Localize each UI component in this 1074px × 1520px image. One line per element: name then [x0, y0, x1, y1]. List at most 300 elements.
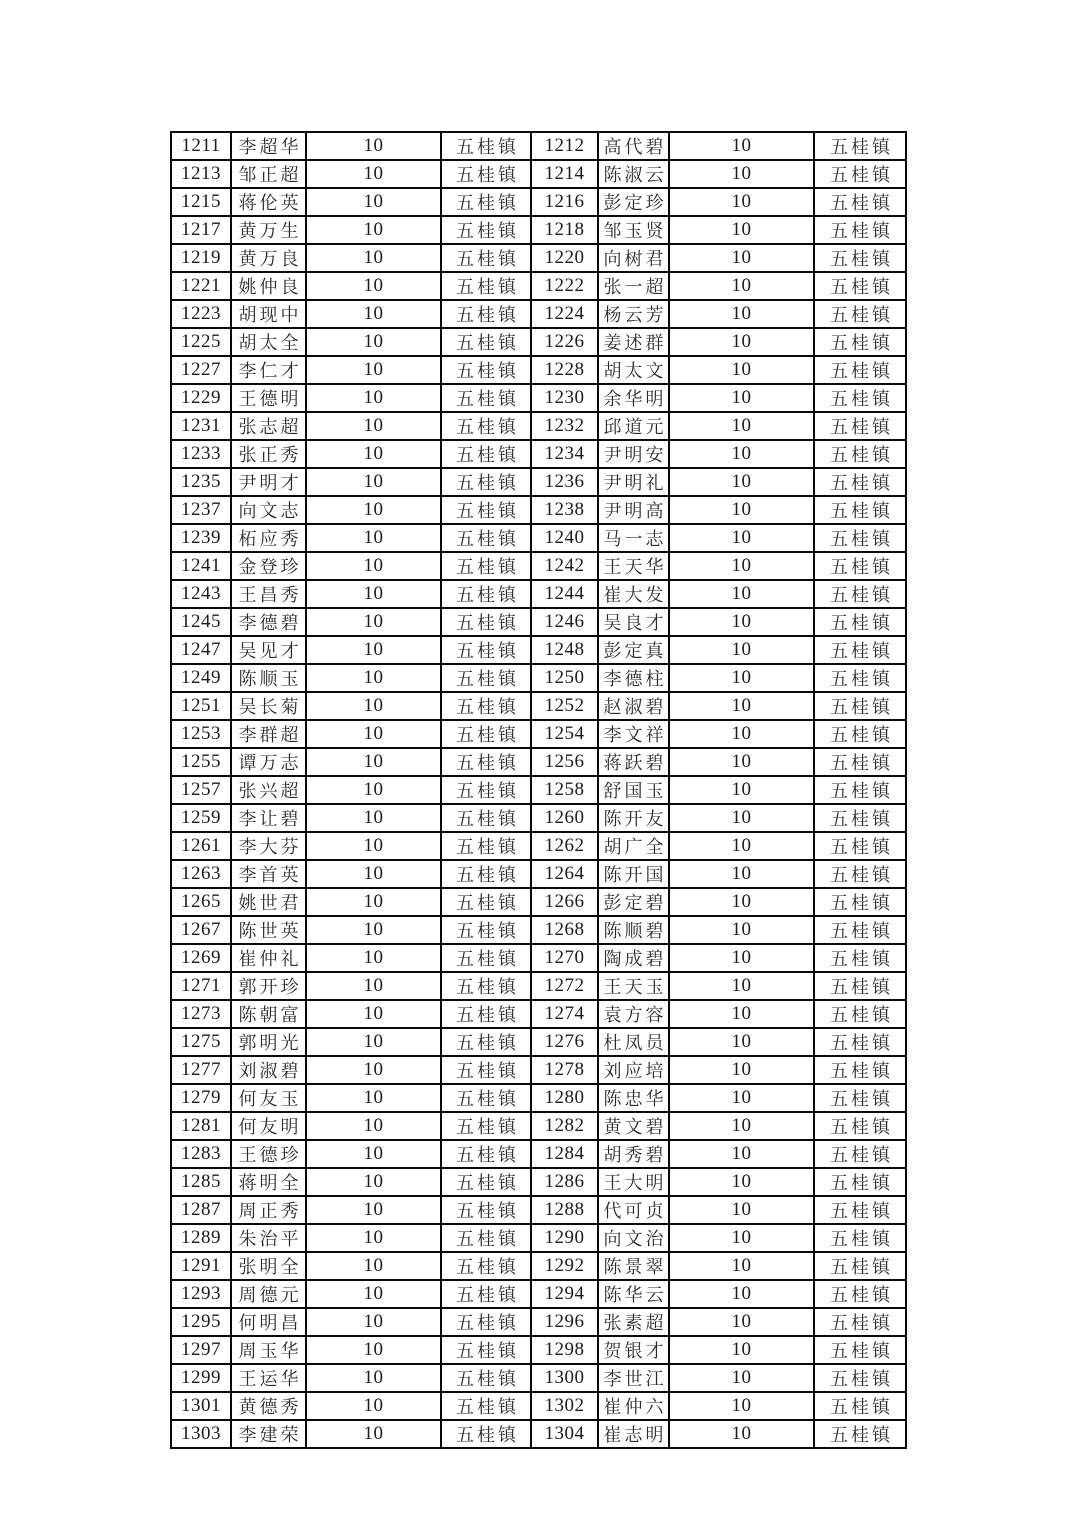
right-points-cell: 10 — [669, 1084, 814, 1112]
left-points-cell: 10 — [306, 552, 441, 580]
left-town-cell: 五桂镇 — [441, 972, 531, 1000]
right-points-cell: 10 — [669, 804, 814, 832]
table-row — [171, 748, 906, 776]
left-name-cell: 张明全 — [231, 1252, 306, 1280]
right-id-cell: 1282 — [531, 1112, 598, 1140]
right-points-cell: 10 — [669, 1280, 814, 1308]
right-id-cell: 1252 — [531, 692, 598, 720]
left-id-cell: 1289 — [171, 1224, 231, 1252]
left-name-cell: 李让碧 — [231, 804, 306, 832]
left-town-cell: 五桂镇 — [441, 664, 531, 692]
right-points-cell: 10 — [669, 692, 814, 720]
right-town-cell: 五桂镇 — [814, 1224, 906, 1252]
right-id-cell: 1284 — [531, 1140, 598, 1168]
table-row — [171, 440, 906, 468]
right-id-cell: 1240 — [531, 524, 598, 552]
right-id-cell: 1238 — [531, 496, 598, 524]
table-row — [171, 1056, 906, 1084]
right-points-cell: 10 — [669, 496, 814, 524]
left-points-cell: 10 — [306, 804, 441, 832]
right-town-cell: 五桂镇 — [814, 664, 906, 692]
left-points-cell: 10 — [306, 524, 441, 552]
left-id-cell: 1277 — [171, 1056, 231, 1084]
right-points-cell: 10 — [669, 1196, 814, 1224]
right-points-cell: 10 — [669, 1420, 814, 1448]
right-points-cell: 10 — [669, 468, 814, 496]
right-id-cell: 1248 — [531, 636, 598, 664]
left-name-cell: 黄德秀 — [231, 1392, 306, 1420]
left-id-cell: 1249 — [171, 664, 231, 692]
right-id-cell: 1214 — [531, 160, 598, 188]
table-row — [171, 356, 906, 384]
left-points-cell: 10 — [306, 216, 441, 244]
right-town-cell: 五桂镇 — [814, 1196, 906, 1224]
right-points-cell: 10 — [669, 776, 814, 804]
left-name-cell: 李大芬 — [231, 832, 306, 860]
left-name-cell: 胡太全 — [231, 328, 306, 356]
right-name-cell: 贺银才 — [598, 1336, 669, 1364]
right-id-cell: 1278 — [531, 1056, 598, 1084]
left-points-cell: 10 — [306, 916, 441, 944]
right-id-cell: 1290 — [531, 1224, 598, 1252]
right-name-cell: 彭定珍 — [598, 188, 669, 216]
right-name-cell: 陈淑云 — [598, 160, 669, 188]
right-id-cell: 1254 — [531, 720, 598, 748]
left-name-cell: 周德元 — [231, 1280, 306, 1308]
left-points-cell: 10 — [306, 1112, 441, 1140]
left-points-cell: 10 — [306, 636, 441, 664]
left-town-cell: 五桂镇 — [441, 1224, 531, 1252]
left-town-cell: 五桂镇 — [441, 356, 531, 384]
right-id-cell: 1300 — [531, 1364, 598, 1392]
left-name-cell: 陈顺玉 — [231, 664, 306, 692]
right-id-cell: 1222 — [531, 272, 598, 300]
left-town-cell: 五桂镇 — [441, 1336, 531, 1364]
table-row — [171, 244, 906, 272]
right-id-cell: 1258 — [531, 776, 598, 804]
left-points-cell: 10 — [306, 188, 441, 216]
table-row — [171, 160, 906, 188]
left-town-cell: 五桂镇 — [441, 244, 531, 272]
left-id-cell: 1295 — [171, 1308, 231, 1336]
left-id-cell: 1285 — [171, 1168, 231, 1196]
right-town-cell: 五桂镇 — [814, 552, 906, 580]
right-town-cell: 五桂镇 — [814, 720, 906, 748]
right-town-cell: 五桂镇 — [814, 328, 906, 356]
left-points-cell: 10 — [306, 328, 441, 356]
left-town-cell: 五桂镇 — [441, 300, 531, 328]
left-town-cell: 五桂镇 — [441, 860, 531, 888]
left-id-cell: 1299 — [171, 1364, 231, 1392]
right-points-cell: 10 — [669, 916, 814, 944]
left-id-cell: 1283 — [171, 1140, 231, 1168]
table-row — [171, 188, 906, 216]
right-town-cell: 五桂镇 — [814, 1280, 906, 1308]
left-town-cell: 五桂镇 — [441, 552, 531, 580]
right-id-cell: 1264 — [531, 860, 598, 888]
left-id-cell: 1279 — [171, 1084, 231, 1112]
right-name-cell: 邱道元 — [598, 412, 669, 440]
left-town-cell: 五桂镇 — [441, 328, 531, 356]
left-town-cell: 五桂镇 — [441, 888, 531, 916]
right-id-cell: 1280 — [531, 1084, 598, 1112]
right-town-cell: 五桂镇 — [814, 412, 906, 440]
table-row — [171, 1140, 906, 1168]
right-points-cell: 10 — [669, 748, 814, 776]
right-points-cell: 10 — [669, 1252, 814, 1280]
right-name-cell: 陶成碧 — [598, 944, 669, 972]
right-name-cell: 崔大发 — [598, 580, 669, 608]
left-name-cell: 李群超 — [231, 720, 306, 748]
right-name-cell: 向树君 — [598, 244, 669, 272]
left-name-cell: 胡现中 — [231, 300, 306, 328]
left-id-cell: 1219 — [171, 244, 231, 272]
left-town-cell: 五桂镇 — [441, 1280, 531, 1308]
right-points-cell: 10 — [669, 188, 814, 216]
right-id-cell: 1294 — [531, 1280, 598, 1308]
right-id-cell: 1216 — [531, 188, 598, 216]
left-town-cell: 五桂镇 — [441, 1000, 531, 1028]
left-id-cell: 1215 — [171, 188, 231, 216]
left-points-cell: 10 — [306, 1420, 441, 1448]
left-name-cell: 蒋明全 — [231, 1168, 306, 1196]
left-town-cell: 五桂镇 — [441, 1140, 531, 1168]
left-name-cell: 黄万生 — [231, 216, 306, 244]
left-town-cell: 五桂镇 — [441, 1364, 531, 1392]
right-town-cell: 五桂镇 — [814, 1084, 906, 1112]
left-name-cell: 王运华 — [231, 1364, 306, 1392]
right-name-cell: 陈开国 — [598, 860, 669, 888]
right-id-cell: 1272 — [531, 972, 598, 1000]
table-row — [171, 328, 906, 356]
left-id-cell: 1301 — [171, 1392, 231, 1420]
left-points-cell: 10 — [306, 1224, 441, 1252]
right-points-cell: 10 — [669, 1168, 814, 1196]
table-row — [171, 692, 906, 720]
right-town-cell: 五桂镇 — [814, 1420, 906, 1448]
left-name-cell: 何友明 — [231, 1112, 306, 1140]
right-name-cell: 向文治 — [598, 1224, 669, 1252]
left-points-cell: 10 — [306, 160, 441, 188]
right-name-cell: 马一志 — [598, 524, 669, 552]
right-town-cell: 五桂镇 — [814, 1140, 906, 1168]
table-body — [171, 132, 906, 1448]
right-town-cell: 五桂镇 — [814, 356, 906, 384]
left-town-cell: 五桂镇 — [441, 496, 531, 524]
right-points-cell: 10 — [669, 524, 814, 552]
right-name-cell: 张一超 — [598, 272, 669, 300]
right-name-cell: 杜凤员 — [598, 1028, 669, 1056]
right-id-cell: 1298 — [531, 1336, 598, 1364]
right-name-cell: 尹明安 — [598, 440, 669, 468]
right-town-cell: 五桂镇 — [814, 636, 906, 664]
right-points-cell: 10 — [669, 272, 814, 300]
left-id-cell: 1237 — [171, 496, 231, 524]
left-name-cell: 张兴超 — [231, 776, 306, 804]
right-town-cell: 五桂镇 — [814, 524, 906, 552]
left-name-cell: 周玉华 — [231, 1336, 306, 1364]
left-points-cell: 10 — [306, 972, 441, 1000]
left-name-cell: 柘应秀 — [231, 524, 306, 552]
right-town-cell: 五桂镇 — [814, 1112, 906, 1140]
left-points-cell: 10 — [306, 888, 441, 916]
left-points-cell: 10 — [306, 1000, 441, 1028]
left-town-cell: 五桂镇 — [441, 748, 531, 776]
left-town-cell: 五桂镇 — [441, 1308, 531, 1336]
left-town-cell: 五桂镇 — [441, 160, 531, 188]
right-name-cell: 彭定真 — [598, 636, 669, 664]
left-name-cell: 尹明才 — [231, 468, 306, 496]
right-name-cell: 张素超 — [598, 1308, 669, 1336]
left-points-cell: 10 — [306, 1280, 441, 1308]
right-town-cell: 五桂镇 — [814, 692, 906, 720]
table-row — [171, 636, 906, 664]
left-id-cell: 1211 — [171, 132, 231, 160]
table-row — [171, 1336, 906, 1364]
left-id-cell: 1281 — [171, 1112, 231, 1140]
left-id-cell: 1229 — [171, 384, 231, 412]
left-name-cell: 姚世君 — [231, 888, 306, 916]
left-id-cell: 1293 — [171, 1280, 231, 1308]
left-id-cell: 1239 — [171, 524, 231, 552]
left-town-cell: 五桂镇 — [441, 132, 531, 160]
left-town-cell: 五桂镇 — [441, 412, 531, 440]
table-row — [171, 496, 906, 524]
left-town-cell: 五桂镇 — [441, 636, 531, 664]
right-name-cell: 赵淑碧 — [598, 692, 669, 720]
right-id-cell: 1244 — [531, 580, 598, 608]
left-name-cell: 李首英 — [231, 860, 306, 888]
left-id-cell: 1233 — [171, 440, 231, 468]
table-row — [171, 272, 906, 300]
table-row — [171, 1392, 906, 1420]
left-id-cell: 1297 — [171, 1336, 231, 1364]
left-town-cell: 五桂镇 — [441, 832, 531, 860]
left-id-cell: 1259 — [171, 804, 231, 832]
right-points-cell: 10 — [669, 1308, 814, 1336]
left-points-cell: 10 — [306, 608, 441, 636]
left-points-cell: 10 — [306, 1196, 441, 1224]
right-name-cell: 胡太文 — [598, 356, 669, 384]
right-town-cell: 五桂镇 — [814, 1252, 906, 1280]
table-row — [171, 608, 906, 636]
table-row — [171, 580, 906, 608]
right-points-cell: 10 — [669, 1336, 814, 1364]
right-points-cell: 10 — [669, 440, 814, 468]
left-name-cell: 王昌秀 — [231, 580, 306, 608]
table-row — [171, 1112, 906, 1140]
left-id-cell: 1231 — [171, 412, 231, 440]
right-id-cell: 1226 — [531, 328, 598, 356]
left-id-cell: 1247 — [171, 636, 231, 664]
right-id-cell: 1230 — [531, 384, 598, 412]
right-name-cell: 王天玉 — [598, 972, 669, 1000]
right-id-cell: 1218 — [531, 216, 598, 244]
right-id-cell: 1250 — [531, 664, 598, 692]
right-id-cell: 1302 — [531, 1392, 598, 1420]
left-town-cell: 五桂镇 — [441, 272, 531, 300]
right-name-cell: 蒋跃碧 — [598, 748, 669, 776]
left-points-cell: 10 — [306, 776, 441, 804]
right-name-cell: 陈开友 — [598, 804, 669, 832]
right-id-cell: 1234 — [531, 440, 598, 468]
right-id-cell: 1292 — [531, 1252, 598, 1280]
left-points-cell: 10 — [306, 272, 441, 300]
left-points-cell: 10 — [306, 244, 441, 272]
right-town-cell: 五桂镇 — [814, 944, 906, 972]
left-points-cell: 10 — [306, 440, 441, 468]
table-row — [171, 552, 906, 580]
right-name-cell: 余华明 — [598, 384, 669, 412]
left-name-cell: 朱治平 — [231, 1224, 306, 1252]
right-points-cell: 10 — [669, 1000, 814, 1028]
left-town-cell: 五桂镇 — [441, 440, 531, 468]
right-town-cell: 五桂镇 — [814, 1336, 906, 1364]
right-points-cell: 10 — [669, 608, 814, 636]
right-town-cell: 五桂镇 — [814, 608, 906, 636]
right-points-cell: 10 — [669, 132, 814, 160]
table-row — [171, 776, 906, 804]
right-town-cell: 五桂镇 — [814, 888, 906, 916]
right-points-cell: 10 — [669, 384, 814, 412]
right-name-cell: 舒国玉 — [598, 776, 669, 804]
left-points-cell: 10 — [306, 664, 441, 692]
left-name-cell: 陈朝富 — [231, 1000, 306, 1028]
right-points-cell: 10 — [669, 860, 814, 888]
right-name-cell: 姜述群 — [598, 328, 669, 356]
left-points-cell: 10 — [306, 1392, 441, 1420]
right-town-cell: 五桂镇 — [814, 1168, 906, 1196]
right-name-cell: 李世江 — [598, 1364, 669, 1392]
left-name-cell: 何友玉 — [231, 1084, 306, 1112]
left-town-cell: 五桂镇 — [441, 608, 531, 636]
right-id-cell: 1246 — [531, 608, 598, 636]
right-town-cell: 五桂镇 — [814, 1028, 906, 1056]
left-town-cell: 五桂镇 — [441, 524, 531, 552]
left-name-cell: 李超华 — [231, 132, 306, 160]
left-id-cell: 1223 — [171, 300, 231, 328]
left-points-cell: 10 — [306, 356, 441, 384]
right-points-cell: 10 — [669, 300, 814, 328]
left-town-cell: 五桂镇 — [441, 1168, 531, 1196]
right-town-cell: 五桂镇 — [814, 832, 906, 860]
table-row — [171, 860, 906, 888]
right-id-cell: 1270 — [531, 944, 598, 972]
left-town-cell: 五桂镇 — [441, 188, 531, 216]
right-points-cell: 10 — [669, 1392, 814, 1420]
right-points-cell: 10 — [669, 1056, 814, 1084]
right-town-cell: 五桂镇 — [814, 804, 906, 832]
left-name-cell: 陈世英 — [231, 916, 306, 944]
left-id-cell: 1245 — [171, 608, 231, 636]
right-town-cell: 五桂镇 — [814, 384, 906, 412]
right-name-cell: 王天华 — [598, 552, 669, 580]
right-id-cell: 1260 — [531, 804, 598, 832]
table-row — [171, 1308, 906, 1336]
left-points-cell: 10 — [306, 1056, 441, 1084]
right-id-cell: 1274 — [531, 1000, 598, 1028]
left-town-cell: 五桂镇 — [441, 1196, 531, 1224]
left-name-cell: 周正秀 — [231, 1196, 306, 1224]
right-name-cell: 杨云芳 — [598, 300, 669, 328]
right-town-cell: 五桂镇 — [814, 1000, 906, 1028]
left-id-cell: 1263 — [171, 860, 231, 888]
table-row — [171, 1028, 906, 1056]
right-town-cell: 五桂镇 — [814, 496, 906, 524]
right-name-cell: 吴良才 — [598, 608, 669, 636]
left-id-cell: 1275 — [171, 1028, 231, 1056]
right-town-cell: 五桂镇 — [814, 272, 906, 300]
table-row — [171, 1420, 906, 1448]
left-name-cell: 蒋伦英 — [231, 188, 306, 216]
table-row — [171, 916, 906, 944]
right-name-cell: 崔仲六 — [598, 1392, 669, 1420]
left-town-cell: 五桂镇 — [441, 384, 531, 412]
left-points-cell: 10 — [306, 1084, 441, 1112]
table-row — [171, 300, 906, 328]
left-town-cell: 五桂镇 — [441, 916, 531, 944]
table-row — [171, 412, 906, 440]
table-row — [171, 888, 906, 916]
right-points-cell: 10 — [669, 888, 814, 916]
table-row — [171, 132, 906, 160]
right-id-cell: 1296 — [531, 1308, 598, 1336]
right-town-cell: 五桂镇 — [814, 1308, 906, 1336]
right-town-cell: 五桂镇 — [814, 860, 906, 888]
right-id-cell: 1236 — [531, 468, 598, 496]
right-name-cell: 陈顺碧 — [598, 916, 669, 944]
left-town-cell: 五桂镇 — [441, 1112, 531, 1140]
left-id-cell: 1271 — [171, 972, 231, 1000]
left-id-cell: 1235 — [171, 468, 231, 496]
left-town-cell: 五桂镇 — [441, 776, 531, 804]
right-points-cell: 10 — [669, 1364, 814, 1392]
table-row — [171, 1168, 906, 1196]
table-row — [171, 1224, 906, 1252]
table-row — [171, 1364, 906, 1392]
left-points-cell: 10 — [306, 1168, 441, 1196]
left-name-cell: 吴长菊 — [231, 692, 306, 720]
right-id-cell: 1262 — [531, 832, 598, 860]
right-points-cell: 10 — [669, 944, 814, 972]
left-id-cell: 1255 — [171, 748, 231, 776]
left-town-cell: 五桂镇 — [441, 944, 531, 972]
right-points-cell: 10 — [669, 1140, 814, 1168]
left-points-cell: 10 — [306, 1252, 441, 1280]
right-id-cell: 1228 — [531, 356, 598, 384]
left-points-cell: 10 — [306, 1308, 441, 1336]
left-id-cell: 1287 — [171, 1196, 231, 1224]
left-town-cell: 五桂镇 — [441, 1084, 531, 1112]
left-name-cell: 金登珍 — [231, 552, 306, 580]
left-name-cell: 谭万志 — [231, 748, 306, 776]
right-name-cell: 陈华云 — [598, 1280, 669, 1308]
right-town-cell: 五桂镇 — [814, 188, 906, 216]
left-points-cell: 10 — [306, 300, 441, 328]
left-points-cell: 10 — [306, 496, 441, 524]
right-town-cell: 五桂镇 — [814, 1392, 906, 1420]
right-name-cell: 尹明礼 — [598, 468, 669, 496]
right-name-cell: 黄文碧 — [598, 1112, 669, 1140]
left-name-cell: 崔仲礼 — [231, 944, 306, 972]
table-row — [171, 524, 906, 552]
right-town-cell: 五桂镇 — [814, 160, 906, 188]
left-id-cell: 1227 — [171, 356, 231, 384]
right-id-cell: 1288 — [531, 1196, 598, 1224]
right-id-cell: 1224 — [531, 300, 598, 328]
left-id-cell: 1267 — [171, 916, 231, 944]
left-name-cell: 李建荣 — [231, 1420, 306, 1448]
